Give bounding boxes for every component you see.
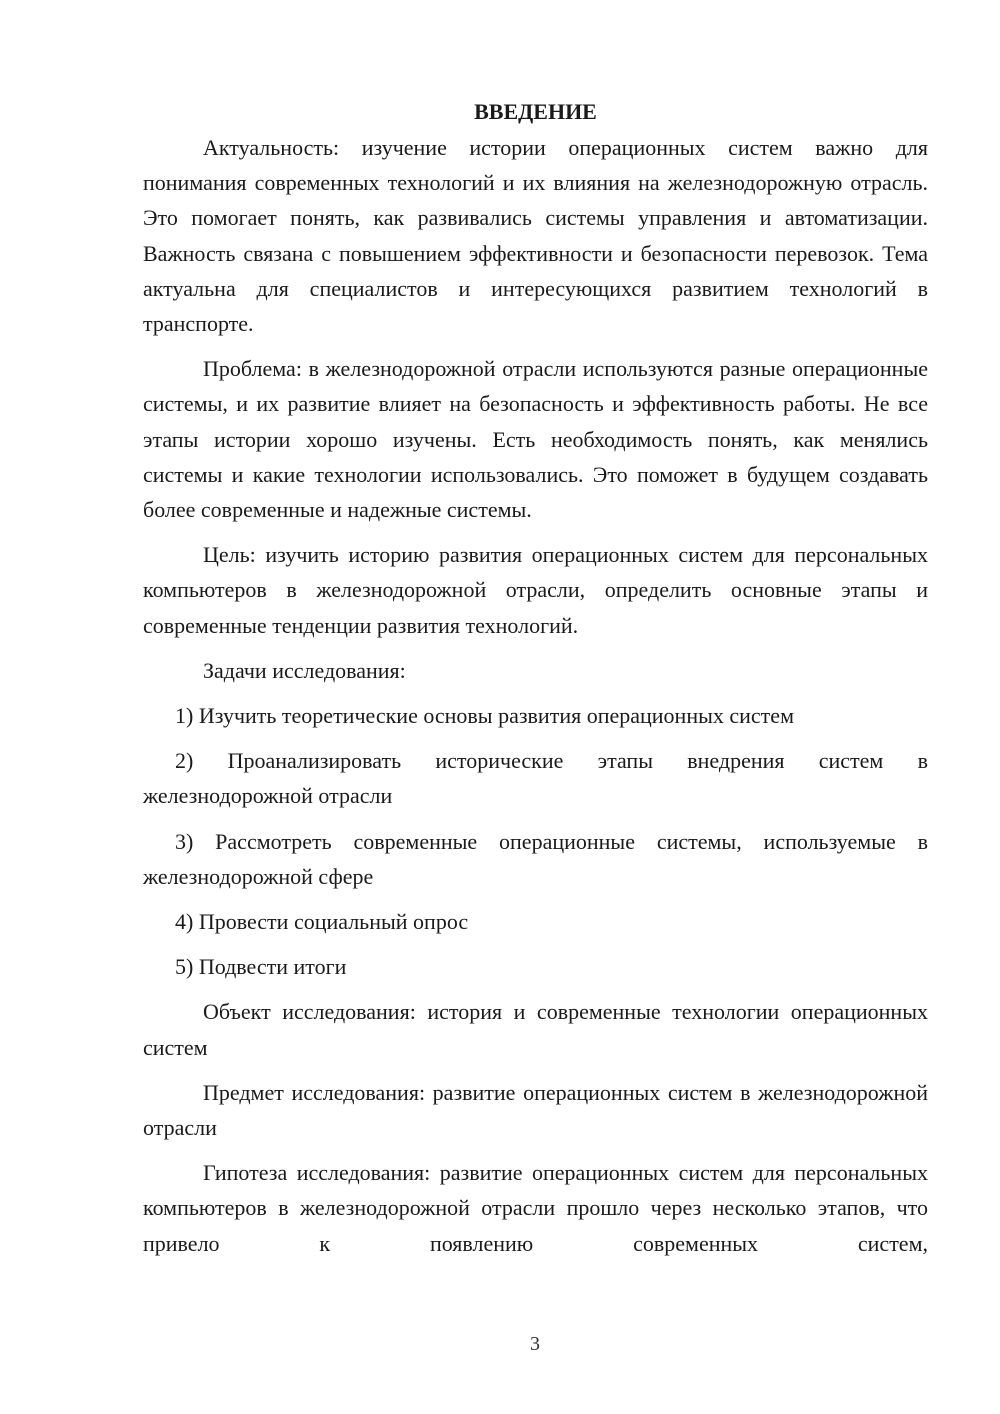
paragraph-object: Объект исследования: история и современные технологии операционных систем: [143, 999, 928, 1060]
task-item-2: 2) Проанализировать исторические этапы внедрения систем в железнодорожной отрасли: [143, 748, 928, 809]
paragraph-problem: Проблема: в железнодорожной отрасли используются разные операционные системы, и их развитие влияет на безопасность и эффективность работы. Не все этапы истории хорошо изучены. Есть необходимость понять, как менялись системы и какие технологии использовались. Это поможет в будущем создавать более современные и надежные системы.: [143, 356, 928, 523]
paragraph-subject: Предмет исследования: развитие операционных систем в железнодорожной отрасли: [143, 1079, 928, 1141]
page-number: 3: [530, 1333, 540, 1355]
paragraph-relevance: Актуальность: изучение истории операционных систем важно для понимания современных технологий и их влияния на железнодорожную отрасль. Это помогает понять, как развивались системы управления и автоматизации. Важность связана с повышением эффективности и безопасности перевозок. Тема актуальна для специалистов и интересующихся развитием технологий в транспорте.: [143, 135, 928, 337]
paragraph-goal: Цель: изучить историю развития операционных систем для персональных компьютеров в железнодорожной отрасли, определить основные этапы и современные тенденции развития технологий.: [143, 542, 928, 638]
task-item-1: 1) Изучить теоретические основы развития операционных систем: [175, 703, 794, 729]
section-title: ВВЕДЕНИЕ: [474, 99, 597, 124]
task-item-3: 3) Рассмотреть современные операционные системы, используемые в железнодорожной сфере: [143, 828, 928, 889]
task-item-4: 4) Провести социальный опрос: [175, 909, 469, 935]
document-page: [143, 94, 928, 1261]
task-item-5: 5) Подвести итоги: [175, 954, 347, 980]
tasks-heading: Задачи исследования:: [203, 657, 406, 683]
paragraph-hypothesis: Гипотеза исследования: развитие операционных систем для персональных компьютеров в железнодорожной отрасли прошло через несколько этапов, что привело к появлению современных систем,: [143, 1160, 928, 1256]
